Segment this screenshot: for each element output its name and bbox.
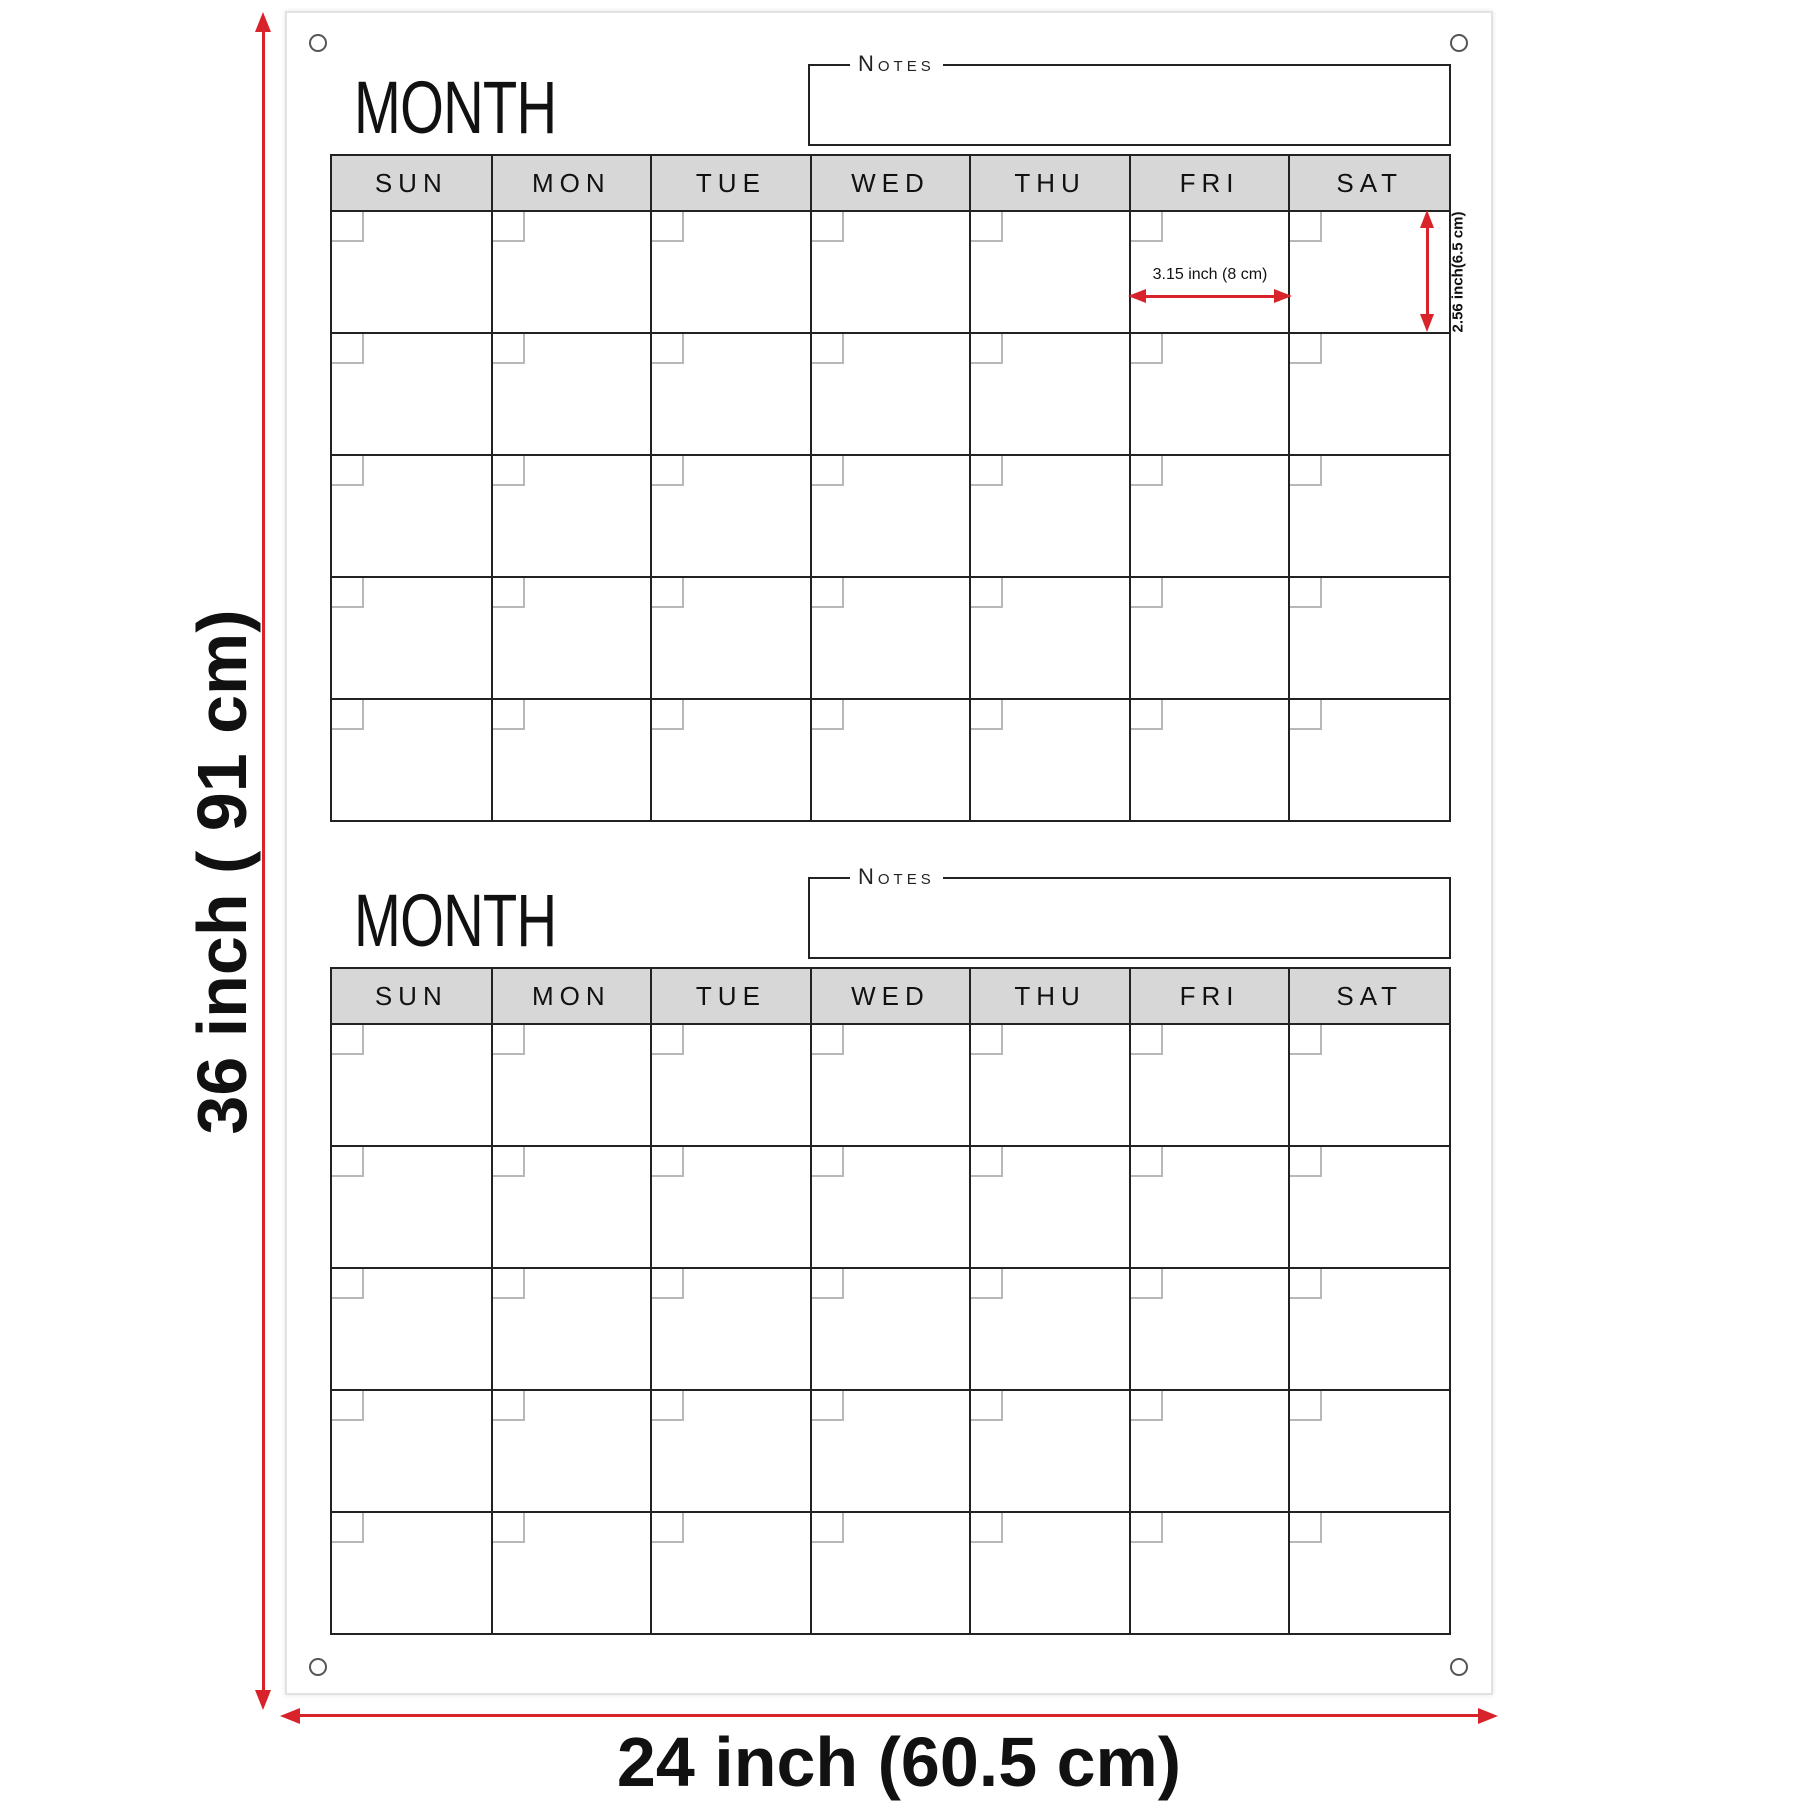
month-grid (330, 967, 1451, 1635)
day-cell[interactable] (651, 1390, 811, 1512)
date-box (1131, 700, 1163, 730)
date-box (971, 1391, 1003, 1421)
day-cell[interactable] (651, 1512, 811, 1633)
date-box (652, 1391, 684, 1421)
month-grid-table (332, 156, 1449, 820)
day-cell[interactable] (1130, 1390, 1290, 1512)
cell-width-line (1136, 295, 1284, 298)
date-box (493, 1025, 525, 1055)
weekday-header: SUN (332, 969, 492, 1024)
arrow-down-icon (1420, 314, 1434, 332)
arrow-right-icon (1274, 289, 1292, 303)
date-box (1290, 334, 1322, 364)
date-box (493, 1513, 525, 1543)
date-box (1290, 1513, 1322, 1543)
day-cell[interactable] (332, 455, 492, 577)
day-cell[interactable] (651, 211, 811, 333)
week-row (332, 1268, 1449, 1390)
date-box (1290, 1025, 1322, 1055)
date-box (1290, 1269, 1322, 1299)
date-box (493, 1147, 525, 1177)
arrow-up-icon (1420, 210, 1434, 228)
day-cell[interactable] (811, 1268, 971, 1390)
weekday-header: WED (811, 969, 971, 1024)
date-box (332, 212, 364, 242)
day-cell[interactable] (492, 1390, 652, 1512)
date-box (1131, 1147, 1163, 1177)
week-row (332, 699, 1449, 820)
day-cell[interactable] (332, 1390, 492, 1512)
day-cell[interactable] (332, 1268, 492, 1390)
month-grid-table (332, 969, 1449, 1633)
date-box (332, 1269, 364, 1299)
day-cell[interactable] (1289, 699, 1449, 820)
day-cell[interactable] (492, 1146, 652, 1268)
weekday-header: FRI (1130, 969, 1290, 1024)
date-box (332, 456, 364, 486)
date-box (652, 1147, 684, 1177)
day-cell[interactable] (811, 1512, 971, 1633)
date-box (332, 578, 364, 608)
day-cell[interactable] (1289, 577, 1449, 699)
day-cell[interactable] (651, 699, 811, 820)
arrow-right-icon (1478, 1708, 1498, 1724)
grommet-icon (309, 34, 327, 52)
weekday-header: SAT (1289, 969, 1449, 1024)
grommet-icon (1450, 1658, 1468, 1676)
date-box (1131, 334, 1163, 364)
notes-box[interactable] (808, 51, 1451, 146)
date-box (652, 700, 684, 730)
cell-height-line (1426, 218, 1429, 324)
weekday-header: THU (970, 969, 1130, 1024)
day-cell[interactable] (970, 1024, 1130, 1146)
day-cell[interactable] (811, 1024, 971, 1146)
day-cell[interactable] (332, 1512, 492, 1633)
day-cell[interactable] (332, 699, 492, 820)
day-cell[interactable] (811, 699, 971, 820)
date-box (971, 212, 1003, 242)
date-box (332, 1147, 364, 1177)
height-dimension-label: 36 inch ( 91 cm) (183, 609, 261, 1135)
date-box (1290, 1147, 1322, 1177)
day-cell[interactable] (811, 1390, 971, 1512)
weekday-header: SUN (332, 156, 492, 211)
date-box (493, 212, 525, 242)
date-box (652, 578, 684, 608)
date-box (652, 334, 684, 364)
week-row (332, 1146, 1449, 1268)
day-cell[interactable] (332, 577, 492, 699)
day-cell[interactable] (1289, 1512, 1449, 1633)
date-box (1131, 578, 1163, 608)
day-cell[interactable] (651, 333, 811, 455)
week-row (332, 333, 1449, 455)
date-box (971, 456, 1003, 486)
date-box (493, 1269, 525, 1299)
weekday-header: MON (492, 969, 652, 1024)
width-dimension-label: 24 inch (60.5 cm) (616, 1723, 1182, 1801)
day-cell[interactable] (970, 699, 1130, 820)
date-box (493, 700, 525, 730)
day-cell[interactable] (651, 1024, 811, 1146)
cell-height-label: 2.56 inch(6.5 cm) (1449, 211, 1467, 333)
day-cell[interactable] (1289, 1024, 1449, 1146)
day-cell[interactable] (492, 1024, 652, 1146)
notes-box[interactable] (808, 864, 1451, 959)
day-cell[interactable] (492, 577, 652, 699)
date-box (652, 1513, 684, 1543)
weekday-header: SAT (1289, 156, 1449, 211)
date-box (332, 1025, 364, 1055)
day-cell[interactable] (970, 1390, 1130, 1512)
cell-width-label: 3.15 inch (8 cm) (1152, 266, 1268, 283)
day-cell[interactable] (811, 577, 971, 699)
grommet-icon (1450, 34, 1468, 52)
week-row (332, 1024, 1449, 1146)
date-box (812, 1025, 844, 1055)
calendar-board (285, 11, 1493, 1695)
month-title: MONTH (354, 66, 557, 149)
date-box (332, 1391, 364, 1421)
day-cell[interactable] (811, 211, 971, 333)
day-cell[interactable] (1289, 1390, 1449, 1512)
weekday-header: TUE (651, 969, 811, 1024)
date-box (1290, 212, 1322, 242)
day-cell[interactable] (332, 1024, 492, 1146)
day-cell[interactable] (1289, 1146, 1449, 1268)
day-cell[interactable] (651, 1146, 811, 1268)
date-box (812, 1147, 844, 1177)
week-row (332, 577, 1449, 699)
day-cell[interactable] (332, 1146, 492, 1268)
date-box (1131, 1391, 1163, 1421)
date-box (493, 1391, 525, 1421)
date-box (971, 1269, 1003, 1299)
day-cell[interactable] (651, 455, 811, 577)
arrow-up-icon (255, 12, 271, 32)
day-cell[interactable] (492, 333, 652, 455)
week-row (332, 455, 1449, 577)
day-cell[interactable] (492, 699, 652, 820)
day-cell[interactable] (1130, 1512, 1290, 1633)
day-cell[interactable] (1130, 1146, 1290, 1268)
notes-label: Notes (850, 865, 943, 889)
day-cell[interactable] (1289, 333, 1449, 455)
date-box (652, 1269, 684, 1299)
day-cell[interactable] (970, 1268, 1130, 1390)
day-cell[interactable] (492, 1512, 652, 1633)
date-box (652, 456, 684, 486)
day-cell[interactable] (1289, 1268, 1449, 1390)
date-box (493, 334, 525, 364)
day-cell[interactable] (332, 333, 492, 455)
week-row (332, 211, 1449, 333)
day-cell[interactable] (811, 333, 971, 455)
date-box (493, 578, 525, 608)
weekday-header: TUE (651, 156, 811, 211)
day-cell[interactable] (651, 1268, 811, 1390)
date-box (812, 456, 844, 486)
day-cell[interactable] (492, 1268, 652, 1390)
date-box (1131, 212, 1163, 242)
arrow-left-icon (1128, 289, 1146, 303)
day-cell[interactable] (970, 211, 1130, 333)
date-box (1290, 578, 1322, 608)
date-box (332, 700, 364, 730)
notes-label: Notes (850, 52, 943, 76)
date-box (971, 1025, 1003, 1055)
week-row (332, 1390, 1449, 1512)
day-cell[interactable] (970, 1512, 1130, 1633)
date-box (493, 456, 525, 486)
date-box (971, 334, 1003, 364)
month-grid (330, 154, 1451, 822)
day-cell[interactable] (332, 211, 492, 333)
day-cell[interactable] (970, 577, 1130, 699)
day-cell[interactable] (1130, 455, 1290, 577)
date-box (332, 334, 364, 364)
day-cell[interactable] (492, 455, 652, 577)
date-box (1290, 700, 1322, 730)
date-box (812, 1513, 844, 1543)
grommet-icon (309, 1658, 327, 1676)
date-box (971, 1513, 1003, 1543)
date-box (971, 700, 1003, 730)
date-box (1290, 1391, 1322, 1421)
date-box (652, 1025, 684, 1055)
day-cell[interactable] (1130, 333, 1290, 455)
date-box (332, 1513, 364, 1543)
date-box (971, 1147, 1003, 1177)
height-dimension-line (262, 28, 265, 1698)
day-cell[interactable] (651, 577, 811, 699)
day-cell[interactable] (1130, 1024, 1290, 1146)
date-box (971, 578, 1003, 608)
date-box (812, 578, 844, 608)
day-cell[interactable] (1130, 1268, 1290, 1390)
date-box (1131, 1513, 1163, 1543)
arrow-down-icon (255, 1690, 271, 1710)
day-cell[interactable] (970, 333, 1130, 455)
day-cell[interactable] (492, 211, 652, 333)
arrow-left-icon (280, 1708, 300, 1724)
weekday-header: WED (811, 156, 971, 211)
date-box (1131, 1025, 1163, 1055)
day-cell[interactable] (1130, 577, 1290, 699)
month-title: MONTH (354, 879, 557, 962)
day-cell[interactable] (1130, 699, 1290, 820)
weekday-header: THU (970, 156, 1130, 211)
date-box (652, 212, 684, 242)
date-box (812, 1269, 844, 1299)
date-box (1290, 456, 1322, 486)
day-cell[interactable] (970, 1146, 1130, 1268)
weekday-header: MON (492, 156, 652, 211)
day-cell[interactable] (970, 455, 1130, 577)
day-cell[interactable] (811, 1146, 971, 1268)
date-box (812, 212, 844, 242)
width-dimension-line (290, 1714, 1488, 1717)
day-cell[interactable] (811, 455, 971, 577)
date-box (812, 1391, 844, 1421)
week-row (332, 1512, 1449, 1633)
date-box (812, 700, 844, 730)
date-box (1131, 1269, 1163, 1299)
date-box (812, 334, 844, 364)
day-cell[interactable] (1289, 455, 1449, 577)
weekday-header: FRI (1130, 156, 1290, 211)
date-box (1131, 456, 1163, 486)
